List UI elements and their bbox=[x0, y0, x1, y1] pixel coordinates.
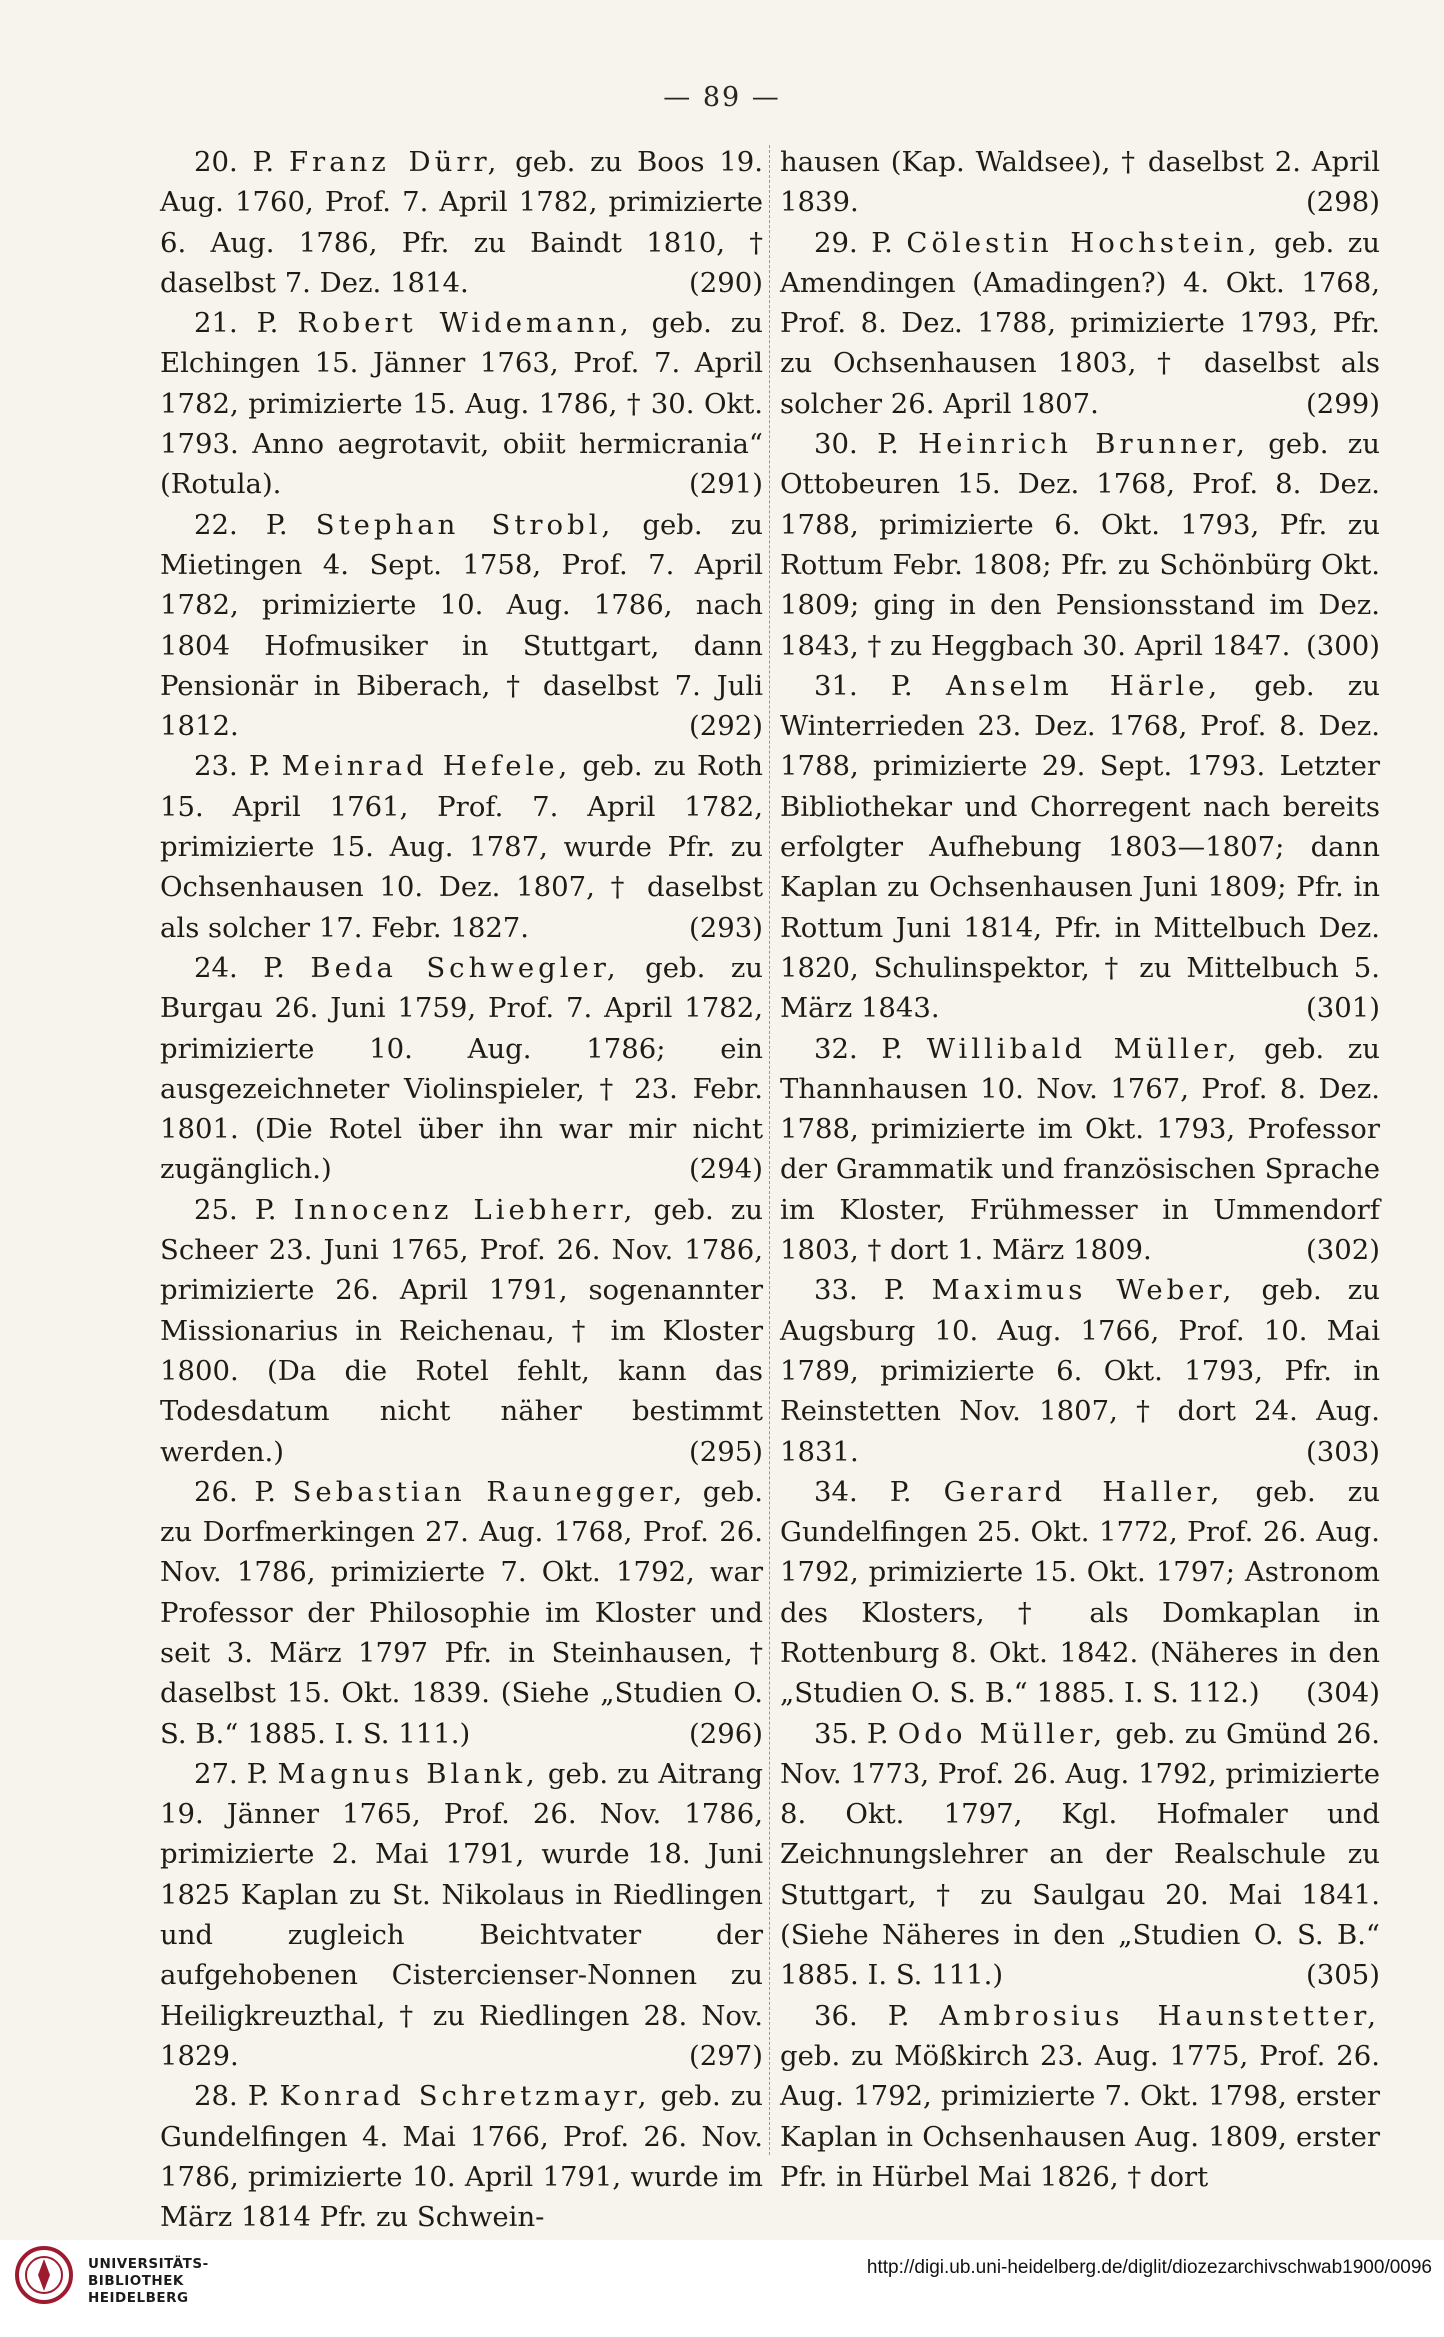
entry-reference: (296) bbox=[689, 1717, 763, 1750]
entry-text: geb. zu Ottobeuren 15. Dez. 1768, Prof. 8. Dez. 1788, primizierte 6. Okt. 1793, Pfr. zu Rottum Febr. 1808; Pfr. zu Schönbürg Okt. 1809; ging in den Pensionsstand im Dez. 1843, † zu Heggbach 30. April 1847. bbox=[780, 428, 1380, 662]
entry-text: geb. zu Gundelfingen 4. Mai 1766, Prof. 26. Nov. 1786, primizierte 10. April 1791, wurde im März 1814 Pfr. zu Schwein- bbox=[160, 2080, 763, 2234]
entry-name: Gerard Haller, bbox=[943, 1475, 1224, 1508]
entry-number: 27. P. bbox=[194, 1757, 269, 1790]
entry bbox=[160, 948, 763, 1190]
entry-text: geb. zu Amendingen (Amadingen?) 4. Okt. 1768, Prof. 8. Dez. 1788, primizierte 1793, Pfr. zu Ochsenhausen 1803, † daselbst als solcher 26. April 1807. bbox=[780, 226, 1380, 420]
entry-name: Magnus Blank, bbox=[277, 1757, 539, 1790]
entry-number: 28. P. bbox=[194, 2080, 270, 2113]
entry bbox=[160, 1190, 763, 1472]
entry-reference: (303) bbox=[1306, 1435, 1380, 1468]
entry-reference: (290) bbox=[689, 266, 763, 299]
entry-number: 24. P. bbox=[194, 951, 285, 984]
entry-text: geb. zu Gmünd 26. Nov. 1773, Prof. 26. Aug. 1792, primizierte 8. Okt. 1797, Kgl. Hofmaler und Zeichnungslehrer an der Realschule zu Stuttgart, † zu Saulgau 20. Mai 1841. (Siehe Näheres in den „Studien O. S. B.“ 1885. I. S. 111.) bbox=[780, 1717, 1380, 1992]
entry bbox=[780, 1029, 1380, 1271]
entry-number: 20. P. bbox=[194, 146, 275, 178]
entry-reference: (305) bbox=[1306, 1959, 1380, 1992]
entry-name: Robert Widemann, bbox=[297, 307, 633, 340]
entry-reference: (302) bbox=[1306, 1234, 1380, 1267]
entry-text: geb. zu Winterrieden 23. Dez. 1768, Prof. 8. Dez. 1788, primizierte 29. Sept. 1793. Letzter Bibliothekar und Chorregent nach bereits erfolgter Aufhebung 1803—1807; dann Kaplan zu Ochsenhausen Juni 1809; Pfr. in Rottum Juni 1814, Pfr. in Mittelbuch Dez. 1820, Schulinspektor, † zu Mittelbuch 5. März 1843. bbox=[780, 669, 1380, 1025]
entry-number: 22. P. bbox=[194, 508, 288, 541]
entry-text: geb. zu Mößkirch 23. Aug. 1775, Prof. 26. Aug. 1792, primizierte 7. Okt. 1798, erster Kaplan in Ochsenhausen Aug. 1809, erster Pfr. in Hürbel Mai 1826, † dort bbox=[780, 2039, 1380, 2193]
entry-reference: (294) bbox=[689, 1153, 763, 1186]
entry-number: 26. P. bbox=[194, 1475, 276, 1508]
entry bbox=[780, 424, 1380, 666]
entry-text: hausen (Kap. Waldsee), † daselbst 2. April 1839. bbox=[780, 146, 1380, 219]
entry-name: Konrad Schretzmayr, bbox=[279, 2080, 651, 2113]
entry-reference: (301) bbox=[1306, 992, 1380, 1025]
entry-name: Anselm Härle, bbox=[945, 669, 1222, 702]
entry bbox=[780, 142, 1380, 223]
entry-reference: (291) bbox=[689, 468, 763, 501]
entry-name: Meinrad Hefele, bbox=[281, 750, 572, 783]
entry-reference: (299) bbox=[1306, 387, 1380, 420]
entry-name: Willibald Müller, bbox=[926, 1032, 1241, 1065]
entry-reference: (300) bbox=[1306, 629, 1380, 662]
entry bbox=[160, 1472, 763, 1754]
entry-name: Cölestin Hochstein, bbox=[906, 226, 1261, 259]
entry-name: Heinrich Brunner, bbox=[918, 428, 1249, 461]
university-seal-icon bbox=[14, 2245, 74, 2305]
entry bbox=[160, 1754, 763, 2076]
entry-name: Maximus Weber, bbox=[931, 1274, 1236, 1307]
entry-number: 34. P. bbox=[814, 1475, 912, 1508]
entry-text: geb. zu Roth 15. April 1761, Prof. 7. April 1782, primizierte 15. Aug. 1787, wurde Pfr. zu Ochsenhausen 10. Dez. 1807, † daselbst als solcher 17. Febr. 1827. bbox=[160, 750, 763, 944]
entry-reference: (292) bbox=[689, 710, 763, 743]
column-divider bbox=[769, 145, 770, 2155]
entry-text: geb. zu Scheer 23. Juni 1765, Prof. 26. Nov. 1786, primizierte 26. April 1791, sogenannter Missionarius in Reichenau, † im Kloster 1800. (Da die Rotel fehlt, kann das Todesdatum nicht näher bestimmt werden.) bbox=[160, 1193, 764, 1468]
entry bbox=[160, 142, 763, 303]
entry bbox=[780, 1996, 1380, 2197]
entry-text: geb. zu Thannhausen 10. Nov. 1767, Prof. 8. Dez. 1788, primizierte im Okt. 1793, Professor der Grammatik und französischen Sprache im Kloster, Frühmesser in Ummendorf 1803, † dort 1. März 1809. bbox=[780, 1032, 1380, 1267]
entry bbox=[780, 223, 1380, 424]
entry-name: Innocenz Liebherr, bbox=[293, 1193, 637, 1226]
entry-text: geb. zu Elchingen 15. Jänner 1763, Prof. 7. April 1782, primizierte 15. Aug. 1786, † 30. Okt. 1793. Anno aegrotavit, obiit hermicrania“ (Rotula). bbox=[160, 307, 764, 501]
entry bbox=[160, 303, 763, 504]
entry-number: 29. P. bbox=[814, 226, 893, 259]
entry bbox=[160, 746, 763, 947]
entry-name: Franz Dürr, bbox=[288, 146, 501, 178]
entry-name: Stephan Strobl, bbox=[315, 508, 615, 541]
entry-reference: (297) bbox=[689, 2039, 763, 2072]
entry-text: geb. zu Dorfmerkingen 27. Aug. 1768, Prof. 26. Nov. 1786, primizierte 7. Okt. 1792, war Professor der Philosophie im Kloster und seit 3. März 1797 Pfr. in Steinhausen, † daselbst 15. Okt. 1839. (Siehe „Studien O. S. B.“ 1885. I. S. 111.) bbox=[160, 1475, 763, 1750]
footer-bar bbox=[0, 2240, 1444, 2337]
entry-number: 31. P. bbox=[814, 669, 913, 702]
entry-number: 21. P. bbox=[194, 307, 279, 340]
entry-text: geb. zu Aitrang 19. Jänner 1765, Prof. 26. Nov. 1786, primizierte 2. Mai 1791, wurde 18. Juni 1825 Kaplan zu St. Nikolaus in Riedlingen und zugleich Beichtvater der aufgehobenen Cistercienser-Nonnen zu Heiligkreuzthal, † zu Riedlingen 28. Nov. 1829. bbox=[160, 1757, 763, 2072]
library-name-line: HEIDELBERG bbox=[88, 2290, 189, 2306]
entry-text: geb. zu Augsburg 10. Aug. 1766, Prof. 10. Mai 1789, primizierte 6. Okt. 1793, Pfr. in Reinstetten Nov. 1807, † dort 24. Aug. 1831. bbox=[780, 1274, 1381, 1468]
entry bbox=[780, 1270, 1380, 1471]
entry-name: Odo Müller, bbox=[897, 1717, 1107, 1750]
entry-number: 33. P. bbox=[814, 1274, 906, 1307]
entry-name: Ambrosius Haunstetter, bbox=[939, 1999, 1380, 2032]
entry-number: 23. P. bbox=[194, 750, 271, 783]
entry-reference: (293) bbox=[689, 911, 763, 944]
entry-text: geb. zu Boos 19. Aug. 1760, Prof. 7. April 1782, primizierte 6. Aug. 1786, Pfr. zu Baindt 1810, † daselbst 7. Dez. 1814. bbox=[160, 146, 763, 299]
entry-number: 32. P. bbox=[814, 1032, 904, 1065]
entry-number: 25. P. bbox=[194, 1193, 277, 1226]
entry-text: geb. zu Mietingen 4. Sept. 1758, Prof. 7. April 1782, primizierte 10. Aug. 1786, nach 1804 Hofmusiker in Stuttgart, dann Pensionär in Biberach, † daselbst 7. Juli 1812. bbox=[160, 508, 763, 743]
library-name-line: BIBLIOTHEK bbox=[88, 2273, 184, 2289]
entry bbox=[160, 2076, 763, 2237]
entry bbox=[780, 666, 1380, 1029]
entry-reference: (298) bbox=[1306, 186, 1380, 219]
right-column bbox=[780, 142, 1381, 2193]
entry-reference: (295) bbox=[689, 1435, 763, 1468]
entry-text: geb. zu Burgau 26. Juni 1759, Prof. 7. April 1782, primizierte 10. Aug. 1786; ein ausgezeichneter Violinspieler, † 23. Febr. 1801. (Die Rotel über ihn war mir nicht zugänglich.) bbox=[160, 951, 764, 1186]
left-column bbox=[160, 142, 764, 2234]
entry-text: geb. zu Gundelfingen 25. Okt. 1772, Prof. 26. Aug. 1792, primizierte 15. Okt. 1797; Astronom des Klosters, † als Domkaplan in Rottenburg 8. Okt. 1842. (Näheres in den „Studien O. S. B.“ 1885. I. S. 112.) bbox=[780, 1475, 1381, 1710]
entry-reference: (304) bbox=[1306, 1677, 1380, 1710]
library-name-line: UNIVERSITÄTS- bbox=[88, 2256, 209, 2272]
library-name bbox=[88, 2256, 209, 2307]
entry-name: Beda Schwegler, bbox=[310, 951, 620, 984]
entry bbox=[780, 1714, 1380, 1996]
page-number: — 89 — bbox=[663, 82, 781, 113]
permalink-url[interactable]: http://digi.ub.uni-heidelberg.de/diglit/diozezarchivschwab1900/0096 bbox=[866, 2257, 1432, 2278]
entry-number: 36. P. bbox=[814, 1999, 910, 2032]
entry bbox=[780, 1472, 1380, 1714]
entry-name: Sebastian Raunegger, bbox=[292, 1475, 687, 1508]
entry-number: 35. P. bbox=[814, 1717, 889, 1750]
entry-number: 30. P. bbox=[814, 428, 899, 461]
entry bbox=[160, 505, 763, 747]
